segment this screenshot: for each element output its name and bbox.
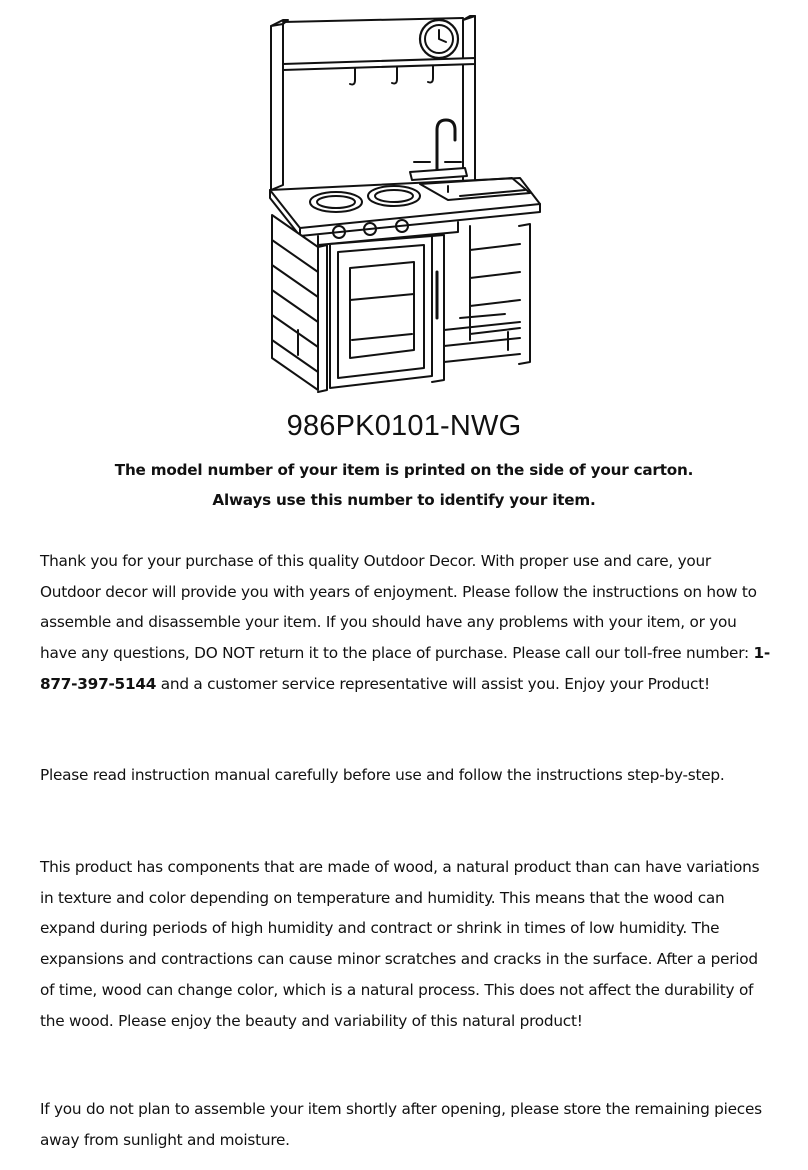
wood-care-paragraph: This product has components that are made of wood, a natural product than can have variations in texture and color depending on temperature and humidity. This means that the wood can expand during periods of high humidity and contract or shrink in times of low humidity. The expansions and contractions can cause minor scratches and cracks in the surface. After a period of time, wood can change color, which is a natural process. This does not affect the durability of the wood. Please enjoy the beauty and variability of this natural product! <box>40 858 760 1030</box>
thank-you-paragraph <box>40 546 775 700</box>
model-number: 986PK0101-NWG <box>286 410 522 442</box>
thank-you-text-end: and a customer service representative will assist you. Enjoy your Product! <box>156 674 710 693</box>
toll-free-number: 1-877-397-5144 <box>40 644 770 693</box>
play-kitchen-illustration <box>262 14 552 396</box>
thank-you-text: Thank you for your purchase of this quality Outdoor Decor. With proper use and care, your Outdoor decor will provide you with years of enjoyment. Please follow the instructions on how to assemble and disassemble your item. If you should have any problems with your item, or you have any questions, DO NOT return it to the place of purchase. Please call our toll-free number: <box>40 552 757 663</box>
model-note-line-2: Always use this number to identify your item. <box>212 491 596 509</box>
read-manual-paragraph: Please read instruction manual carefully before use and follow the instructions step-by-step. <box>40 766 725 784</box>
storage-paragraph: If you do not plan to assemble your item shortly after opening, please store the remaining pieces away from sunlight and moisture. <box>40 1100 762 1149</box>
model-note-line-1: The model number of your item is printed on the side of your carton. <box>114 461 694 479</box>
